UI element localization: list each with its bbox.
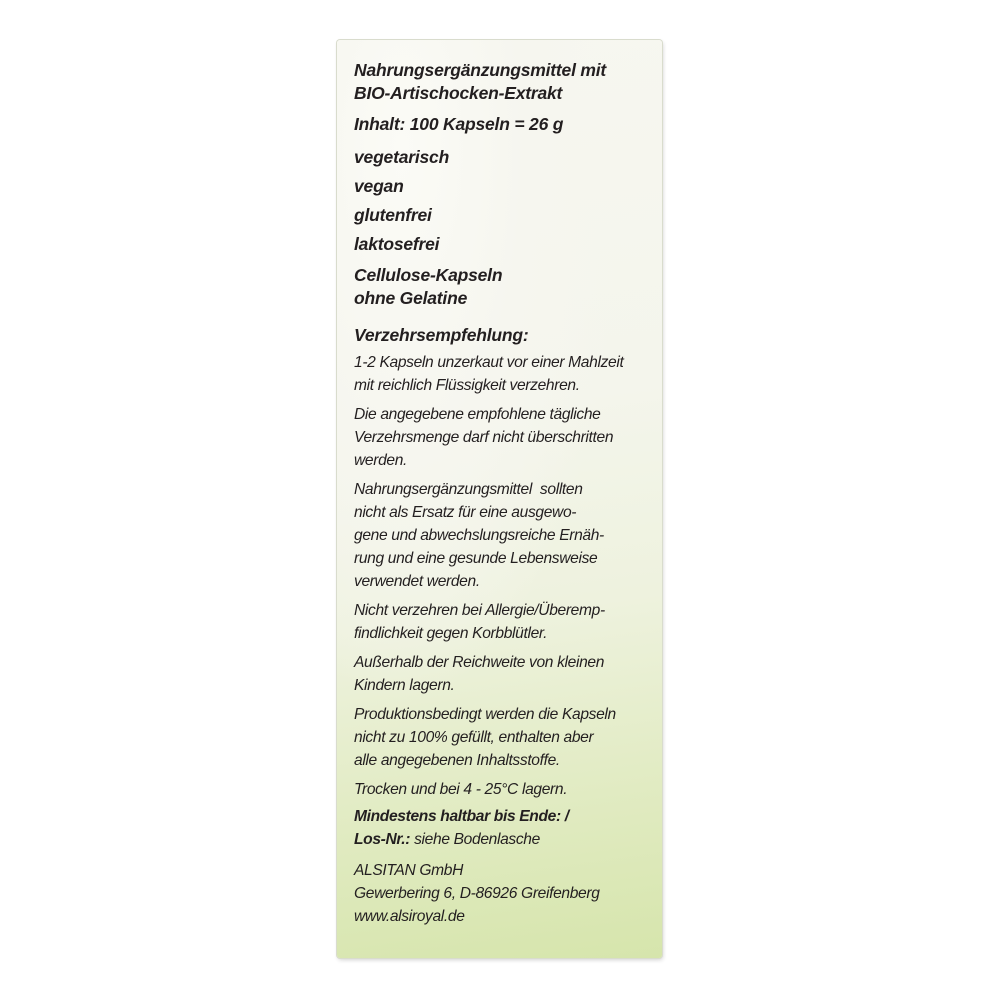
company-address: Gewerbering 6, D-86926 Greifenberg: [354, 885, 600, 902]
product-title-line-2: BIO-Artischocken-Extrakt: [354, 83, 563, 103]
content-amount: Inhalt: 100 Kapseln = 26 g: [354, 114, 564, 134]
property-gluten-free: glutenfrei: [354, 205, 432, 225]
product-title-line-1: Nahrungsergänzungsmittel mit: [354, 60, 607, 80]
substitute-line-5: verwendet werden.: [354, 573, 480, 590]
daily-dose-line-3: werden.: [354, 452, 408, 469]
children-warning-line-1: Außerhalb der Reichweite von kleinen: [354, 654, 605, 671]
production-note-line-3: alle angegebenen Inhaltsstoffe.: [354, 752, 560, 769]
recommendation-heading: Verzehrsempfehlung:: [354, 325, 529, 345]
substitute-line-4: rung und eine gesunde Lebensweise: [354, 550, 598, 567]
property-vegetarian: vegetarisch: [354, 147, 450, 167]
substitute-line-2: nicht als Ersatz für eine ausgewo-: [354, 504, 577, 521]
children-warning-line-2: Kindern lagern.: [354, 677, 455, 694]
recommendation-line-2: mit reichlich Flüssigkeit verzehren.: [354, 377, 580, 394]
daily-dose-line-1: Die angegebene empfohlene tägliche: [354, 406, 601, 423]
substitute-line-3: gene und abwechslungsreiche Ernäh-: [354, 527, 604, 544]
storage-instructions: Trocken und bei 4 - 25°C lagern.: [354, 781, 568, 798]
property-vegan: vegan: [354, 176, 404, 196]
company-name: ALSITAN GmbH: [354, 862, 464, 879]
lot-number-value: siehe Bodenlasche: [410, 831, 540, 848]
recommendation-line-1: 1-2 Kapseln unzerkaut vor einer Mahlzeit: [354, 354, 624, 371]
label-content: [354, 59, 643, 928]
production-note-line-1: Produktionsbedingt werden die Kapseln: [354, 706, 616, 723]
capsule-info-line-1: Cellulose-Kapseln: [354, 265, 503, 285]
lot-number: [354, 828, 643, 851]
allergy-warning-line-1: Nicht verzehren bei Allergie/Überemp-: [354, 602, 605, 619]
company-website: www.alsiroyal.de: [354, 908, 465, 925]
capsule-info-line-2: ohne Gelatine: [354, 288, 468, 308]
production-note-line-2: nicht zu 100% gefüllt, enthalten aber: [354, 729, 594, 746]
lot-number-label: Los-Nr.:: [354, 831, 411, 848]
product-label-panel: [337, 40, 662, 958]
allergy-warning-line-2: findlichkeit gegen Korbblütler.: [354, 625, 548, 642]
daily-dose-line-2: Verzehrsmenge darf nicht überschritten: [354, 429, 614, 446]
property-lactose-free: laktosefrei: [354, 234, 440, 254]
best-before: Mindestens haltbar bis Ende: /: [354, 808, 569, 825]
substitute-line-1: Nahrungsergänzungsmittel sollten: [354, 481, 583, 498]
